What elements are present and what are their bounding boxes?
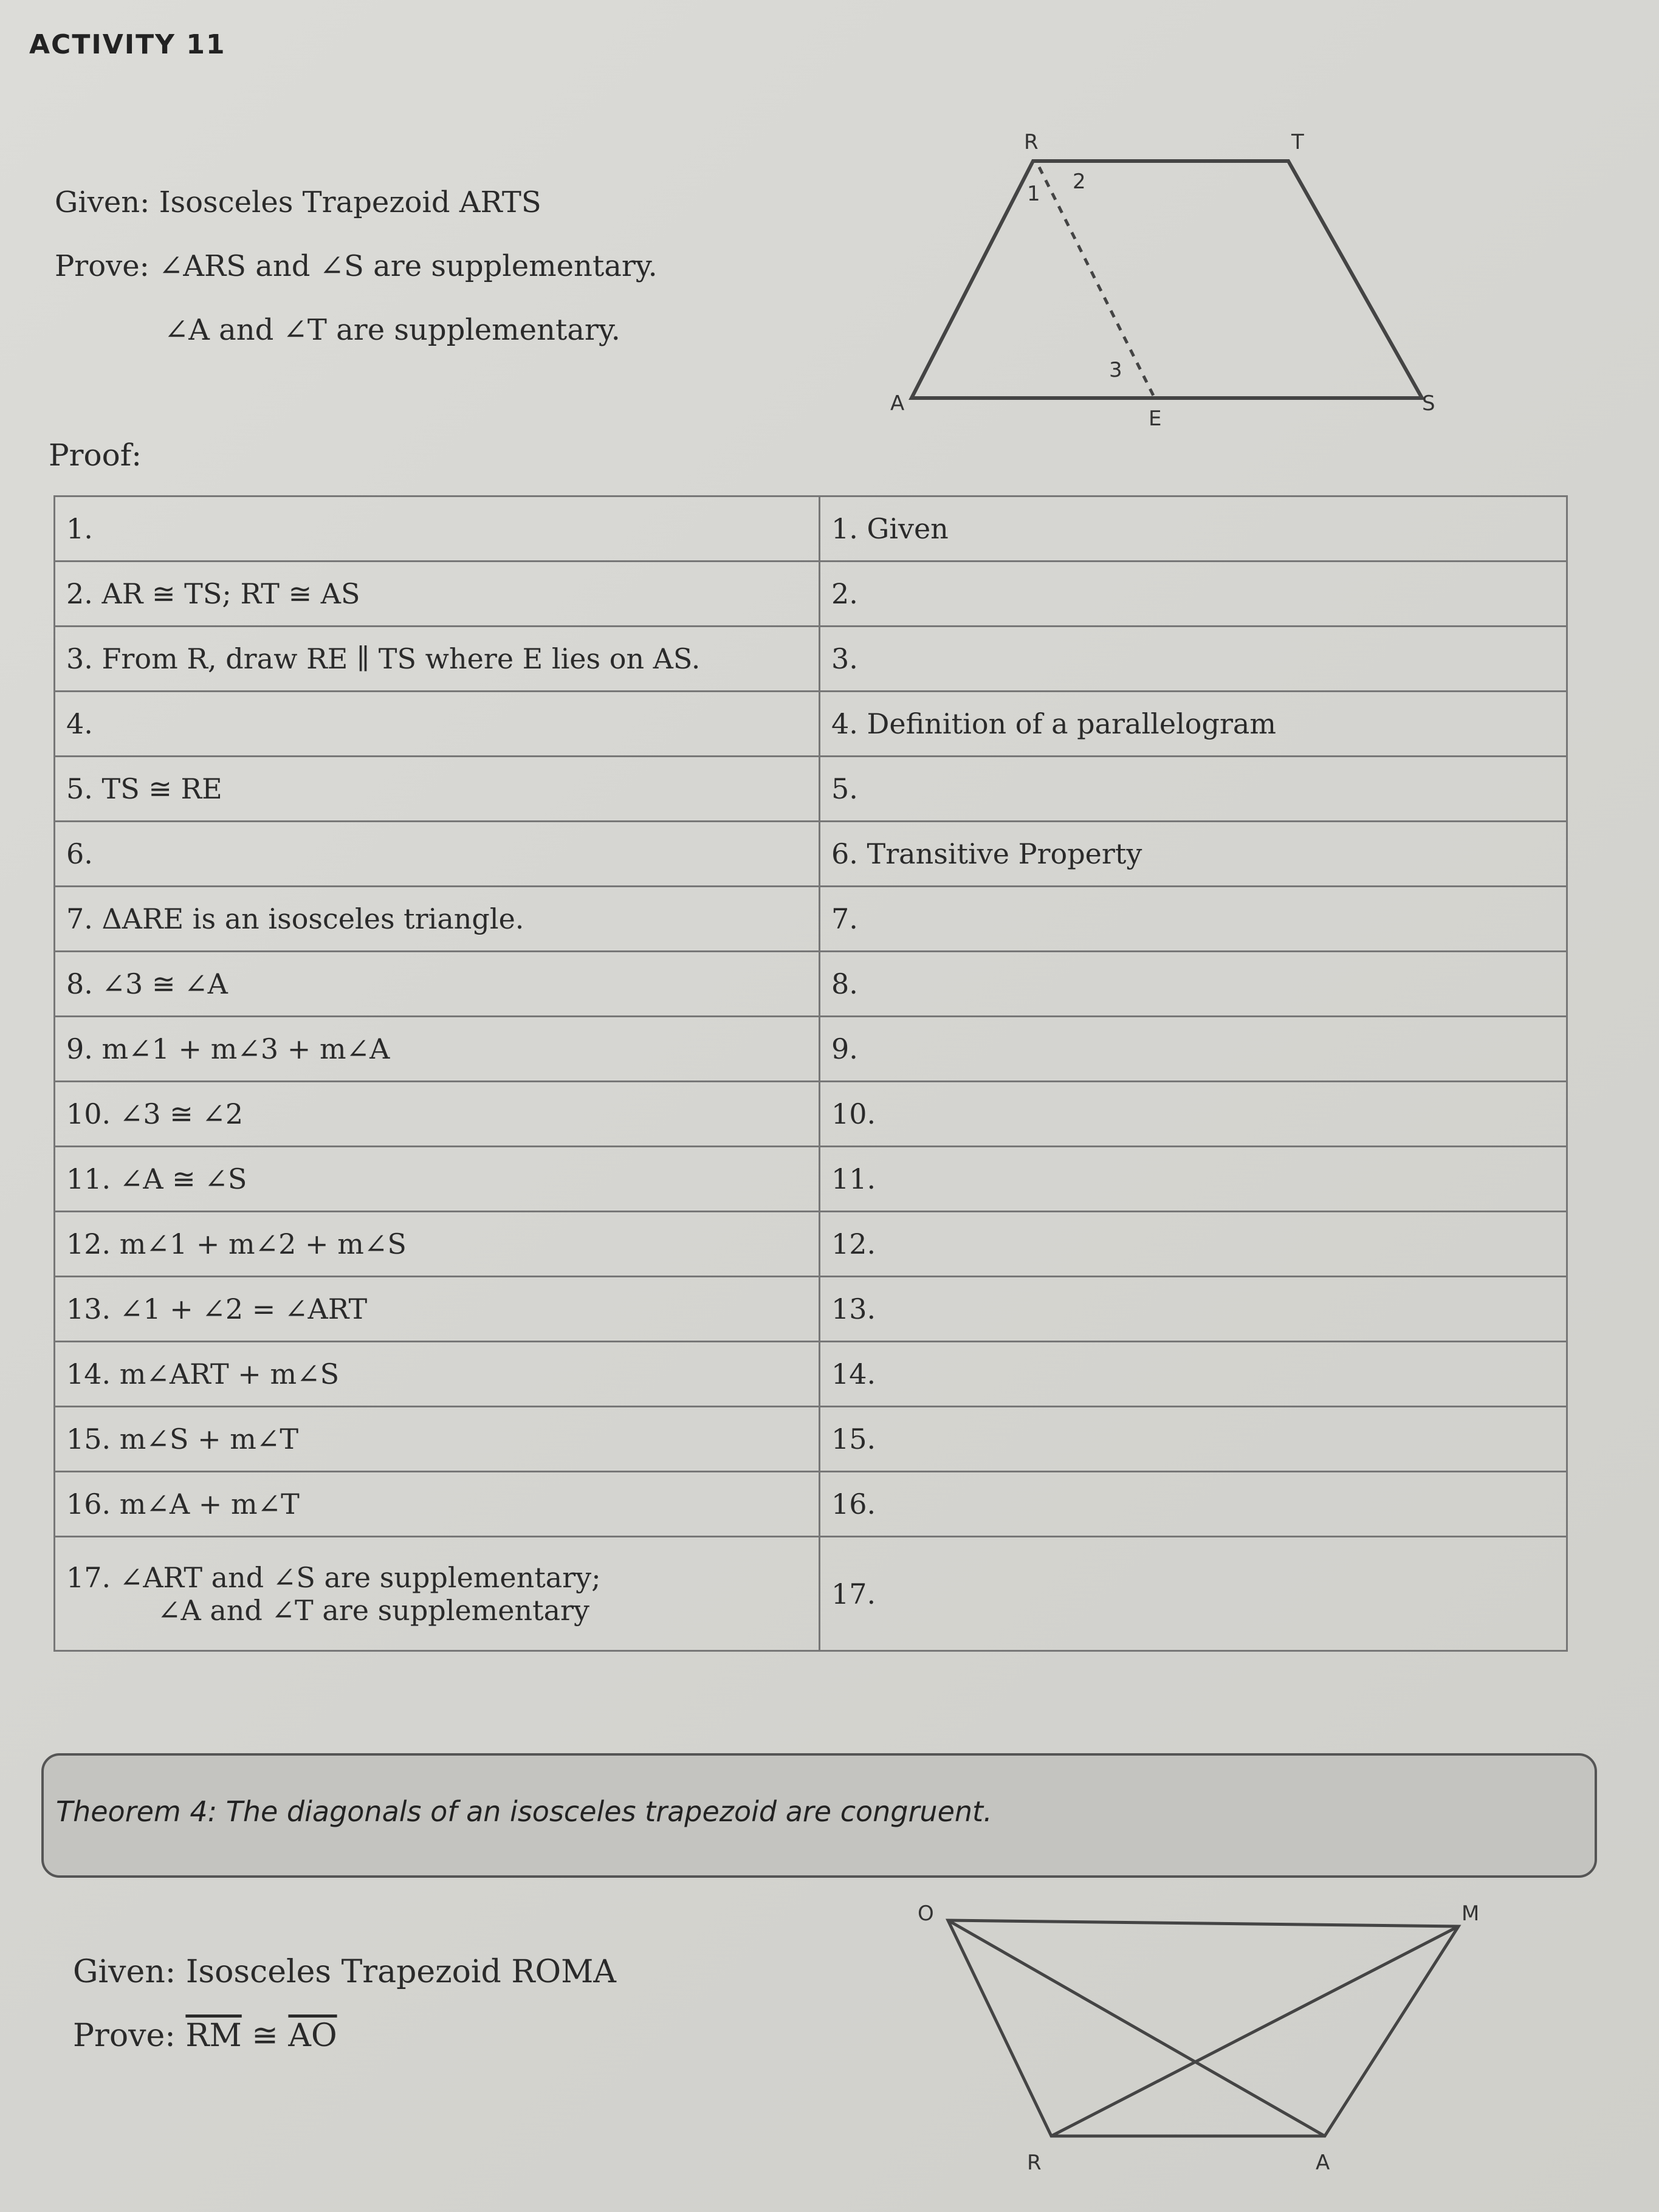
- theorem-text: Theorem 4: The diagonals of an isosceles trapezoid are congruent.: [56, 1795, 992, 1828]
- proof-reason: 6. Transitive Property: [820, 822, 1567, 887]
- prove-statement: Prove: ∠ARS and ∠S are supplementary.: [55, 249, 658, 283]
- proof-statement: [55, 1212, 820, 1277]
- trapezoid-roma-outline: [948, 1920, 1458, 2136]
- proof-reason: 8.: [820, 952, 1567, 1017]
- proof-statement: [55, 822, 820, 887]
- trapezoid-roma-figure: [912, 1902, 1495, 2188]
- proof-statement: [55, 757, 820, 822]
- statement-text: 1.: [66, 512, 93, 545]
- segment-re: [1039, 167, 1155, 398]
- proof-row: [55, 562, 1567, 627]
- statement-text: 6.: [66, 837, 93, 870]
- trapezoid-outline: [912, 161, 1422, 398]
- label-a2: A: [1316, 2151, 1330, 2175]
- proof-statement: [55, 1342, 820, 1407]
- proof-reason: 7.: [820, 887, 1567, 952]
- statement-text: 10. ∠3 ≅ ∠2: [66, 1097, 244, 1130]
- proof-statement: [55, 952, 820, 1017]
- proof-statement: [55, 692, 820, 757]
- statement-text: 16. m∠A + m∠T: [66, 1488, 300, 1520]
- angle-label-2: 2: [1073, 170, 1086, 194]
- proof-reason: 10.: [820, 1082, 1567, 1147]
- proof-statement: [55, 887, 820, 952]
- proof-row: [55, 1212, 1567, 1277]
- proof-table: [53, 495, 1568, 1652]
- proof-statement: [55, 627, 820, 692]
- statement-text: 5. TS ≅ RE: [66, 772, 222, 805]
- congruent-symbol: ≅: [241, 2018, 289, 2054]
- proof-reason: 17.: [820, 1537, 1567, 1651]
- proof-row: [55, 887, 1567, 952]
- statement-text: 13. ∠1 + ∠2 = ∠ART: [66, 1293, 368, 1325]
- prove-prefix: Prove:: [73, 2018, 186, 2054]
- label-e: E: [1149, 407, 1162, 431]
- proof-statement: [55, 562, 820, 627]
- label-r2: R: [1027, 2151, 1042, 2175]
- diagonal-rm: [1051, 1926, 1458, 2136]
- angle-label-3: 3: [1109, 358, 1122, 382]
- proof-statement: [55, 1537, 820, 1651]
- statement-text: 3. From R, draw RE ∥ TS where E lies on AS.: [66, 642, 701, 675]
- proof-row: [55, 496, 1567, 562]
- proof-label: Proof:: [49, 438, 142, 473]
- prove-statement-line2: ∠A and ∠T are supplementary.: [164, 313, 620, 347]
- statement-text: 11. ∠A ≅ ∠S: [66, 1163, 247, 1195]
- label-a: A: [890, 391, 905, 416]
- proof-statement: [55, 1082, 820, 1147]
- proof-statement: [55, 1147, 820, 1212]
- statement-text: 9. m∠1 + m∠3 + m∠A: [66, 1032, 390, 1065]
- proof-row: [55, 692, 1567, 757]
- proof-statement: [55, 496, 820, 562]
- proof-row: [55, 1342, 1567, 1407]
- proof-statement: [55, 1407, 820, 1472]
- statement-text: 4.: [66, 707, 93, 740]
- proof-row: [55, 1472, 1567, 1537]
- statement-text: 8. ∠3 ≅ ∠A: [66, 967, 228, 1000]
- label-t: T: [1291, 130, 1304, 154]
- segment-rm: $\overline{RM}$: [185, 2018, 242, 2054]
- proof-row: [55, 1017, 1567, 1082]
- prove-statement-2: [73, 2018, 337, 2054]
- label-m: M: [1461, 1902, 1480, 1926]
- proof-reason: 9.: [820, 1017, 1567, 1082]
- statement-text: 15. m∠S + m∠T: [66, 1423, 299, 1455]
- given-statement-2: Given: Isosceles Trapezoid ROMA: [73, 1954, 616, 1990]
- statement-text: 2. AR ≅ TS; RT ≅ AS: [66, 577, 360, 610]
- segment-ao: $\overline{AO}$: [288, 2018, 337, 2054]
- proof-statement: [55, 1017, 820, 1082]
- proof-reason: 4. Definition of a parallelogram: [820, 692, 1567, 757]
- proof-row: [55, 1407, 1567, 1472]
- proof-reason: 11.: [820, 1147, 1567, 1212]
- proof-row: [55, 627, 1567, 692]
- angle-label-1: 1: [1027, 182, 1040, 206]
- statement-text: 14. m∠ART + m∠S: [66, 1358, 340, 1390]
- proof-reason: 1. Given: [820, 496, 1567, 562]
- proof-reason: 15.: [820, 1407, 1567, 1472]
- proof-row: [55, 1537, 1567, 1651]
- proof-reason: 5.: [820, 757, 1567, 822]
- proof-statement: [55, 1472, 820, 1537]
- proof-row: [55, 822, 1567, 887]
- proof-reason: 3.: [820, 627, 1567, 692]
- proof-row: [55, 1277, 1567, 1342]
- proof-reason: 14.: [820, 1342, 1567, 1407]
- given-statement: Given: Isosceles Trapezoid ARTS: [55, 185, 541, 219]
- statement-text: 17. ∠ART and ∠S are supplementary;: [66, 1561, 601, 1594]
- diagonal-ao: [948, 1920, 1325, 2136]
- proof-statement: [55, 1277, 820, 1342]
- proof-reason: 13.: [820, 1277, 1567, 1342]
- label-r: R: [1024, 130, 1039, 154]
- proof-row: [55, 1082, 1567, 1147]
- proof-row: [55, 757, 1567, 822]
- activity-title: ACTIVITY 11: [29, 29, 226, 60]
- proof-reason: 2.: [820, 562, 1567, 627]
- trapezoid-arts-figure: [887, 122, 1446, 438]
- proof-row: [55, 952, 1567, 1017]
- proof-reason: 12.: [820, 1212, 1567, 1277]
- statement-text: 12. m∠1 + m∠2 + m∠S: [66, 1228, 407, 1260]
- statement-text-line2: ∠A and ∠T are supplementary: [157, 1593, 590, 1627]
- statement-text: 7. ΔARE is an isosceles triangle.: [66, 902, 524, 935]
- proof-row: [55, 1147, 1567, 1212]
- proof-reason: 16.: [820, 1472, 1567, 1537]
- label-s: S: [1422, 391, 1435, 416]
- label-o: O: [918, 1902, 934, 1926]
- theorem-box: [41, 1753, 1597, 1878]
